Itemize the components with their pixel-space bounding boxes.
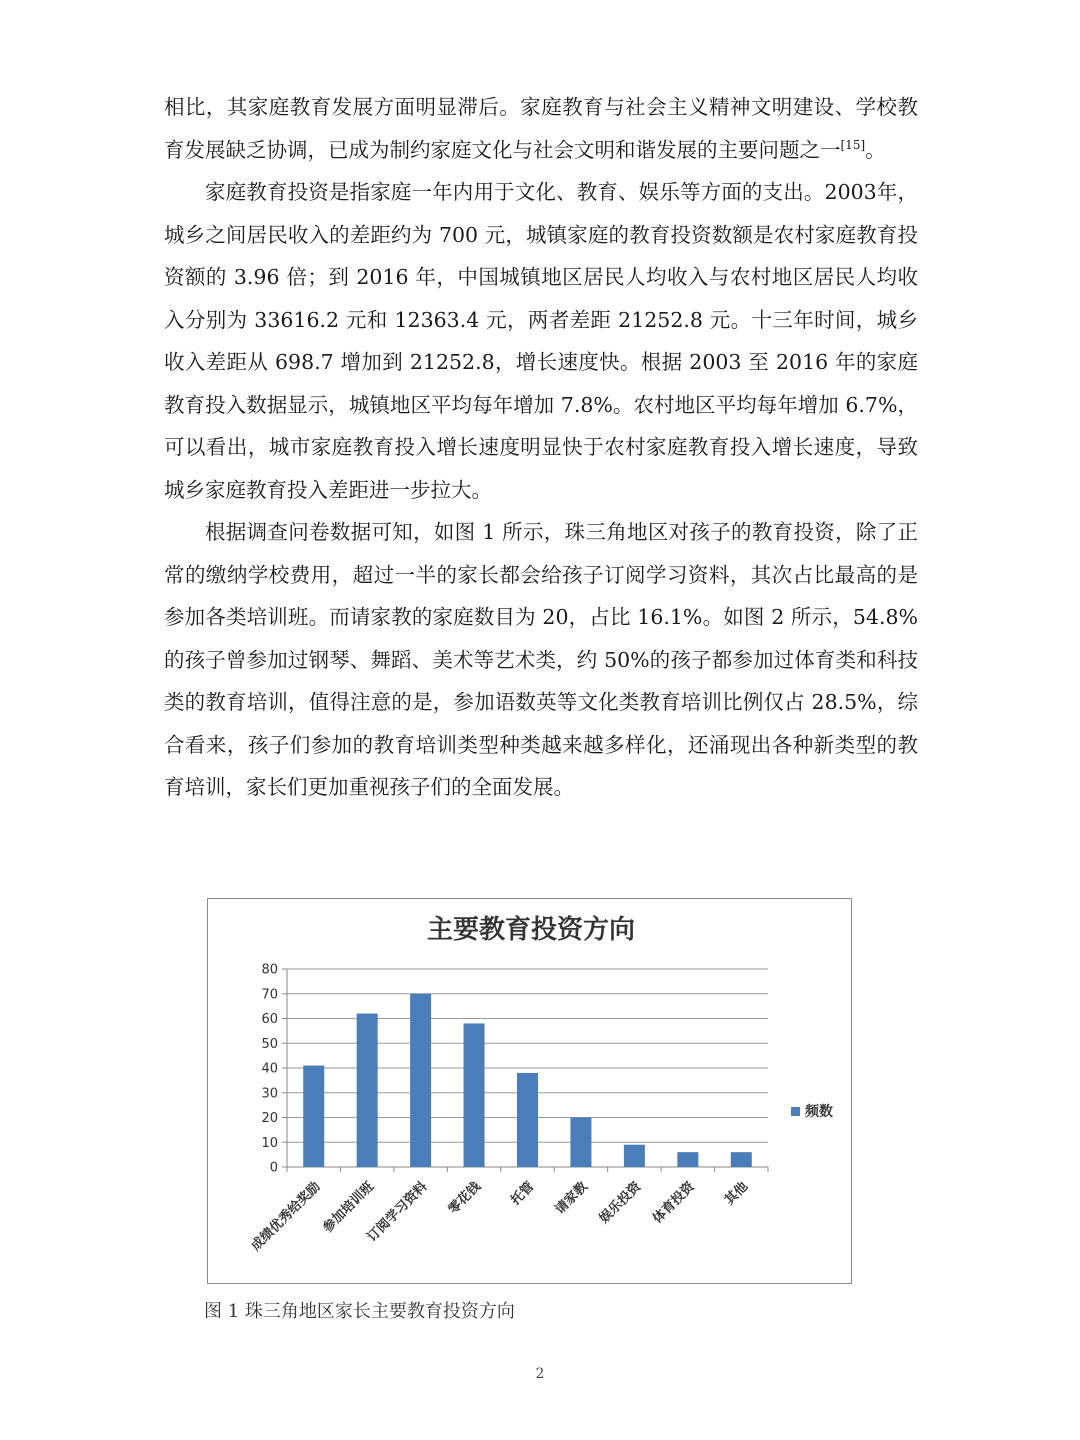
- y-tick-label: 20: [261, 1111, 278, 1126]
- y-tick-label: 50: [261, 1036, 278, 1052]
- y-tick-label: 30: [261, 1086, 278, 1102]
- bar-5: [517, 1073, 538, 1167]
- x-tick-label: 其他: [722, 1179, 752, 1209]
- paragraph-2: 家庭教育投资是指家庭一年内用于文化、教育、娱乐等方面的支出。2003年，城乡之间居民收入的差距约为 700 元，城镇家庭的教育投资数额是农村家庭教育投资额的 3.96 倍；到 2016 年，中国城镇地区居民人均收入与农村地区居民人均收入分别为 33616.2 元和 12363.4 元，两者差距 21252.8 元。十三年时间，城乡收入差距从 698.7 增加到 21252.8，增长速度快。根据 2003 至 2016 年的家庭教育投入数据显示，城镇地区平均每年增加 7.8%。农村地区平均每年增加 6.7%，可以看出，城市家庭教育投入增长速度明显快于农村家庭教育投入增长速度，导致城乡家庭教育投入差距进一步拉大。: [164, 180, 918, 502]
- bar-7: [624, 1145, 645, 1167]
- x-tick-label: 娱乐投资: [596, 1179, 645, 1227]
- bar-chart: [207, 898, 852, 1284]
- x-tick-label: 参加培训班: [320, 1179, 377, 1236]
- y-tick-label: 70: [261, 987, 278, 1003]
- x-tick-label: 订阅学习资料: [364, 1179, 431, 1245]
- x-tick-label: 成绩优秀给奖励: [248, 1179, 324, 1255]
- y-tick-label: 40: [261, 1061, 278, 1077]
- chart-svg: [208, 899, 853, 1285]
- figure-caption: 图 1 珠三角地区家长主要教育投资方向: [204, 1301, 515, 1322]
- x-tick-label: 体育投资: [650, 1179, 698, 1227]
- legend-label: 频数: [805, 1104, 833, 1120]
- paragraph-1-end: 。: [865, 137, 886, 162]
- bar-1: [303, 1066, 324, 1167]
- paragraph-3: 根据调查问卷数据可知，如图 1 所示，珠三角地区对孩子的教育投资，除了正常的缴纳学校费用，超过一半的家长都会给孩子订阅学习资料，其次占比最高的是参加各类培训班。而请家教的家庭数目为 20，占比 16.1%。如图 2 所示，54.8%的孩子曾参加过钢琴、舞蹈、美术等艺术类，约 50%的孩子都参加过体育类和科技类的教育培训，值得注意的是，参加语数英等文化类教育培训比例仅占 28.5%，综合看来，孩子们参加的教育培训类型种类越来越多样化，还涌现出各种新类型的教育培训，家长们更加重视孩子们的全面发展。: [164, 520, 918, 799]
- bar-6: [570, 1118, 591, 1168]
- x-tick-label: 托管: [508, 1179, 538, 1209]
- bar-4: [464, 1023, 485, 1167]
- paragraph-1: [164, 86, 918, 171]
- y-tick-label: 60: [261, 1012, 278, 1027]
- body-text: [164, 86, 918, 809]
- bar-9: [731, 1152, 752, 1167]
- bar-2: [357, 1014, 378, 1167]
- x-tick-label: 零花钱: [445, 1179, 484, 1218]
- paragraph-1-text: 相比，其家庭教育发展方面明显滞后。家庭教育与社会主义精神文明建设、学校教育发展缺乏协调，已成为制约家庭文化与社会文明和谐发展的主要问题之一: [164, 95, 918, 162]
- chart-title: 主要教育投资方向: [426, 915, 636, 945]
- citation-15[interactable]: [15]: [840, 137, 866, 152]
- y-tick-label: 0: [269, 1160, 278, 1176]
- bar-8: [677, 1152, 698, 1167]
- y-tick-label: 80: [261, 962, 278, 978]
- y-tick-label: 10: [261, 1135, 278, 1151]
- x-tick-label: 请家教: [552, 1179, 591, 1218]
- legend-swatch: [791, 1107, 800, 1116]
- page-number: 2: [535, 1366, 545, 1382]
- bar-3: [410, 994, 431, 1167]
